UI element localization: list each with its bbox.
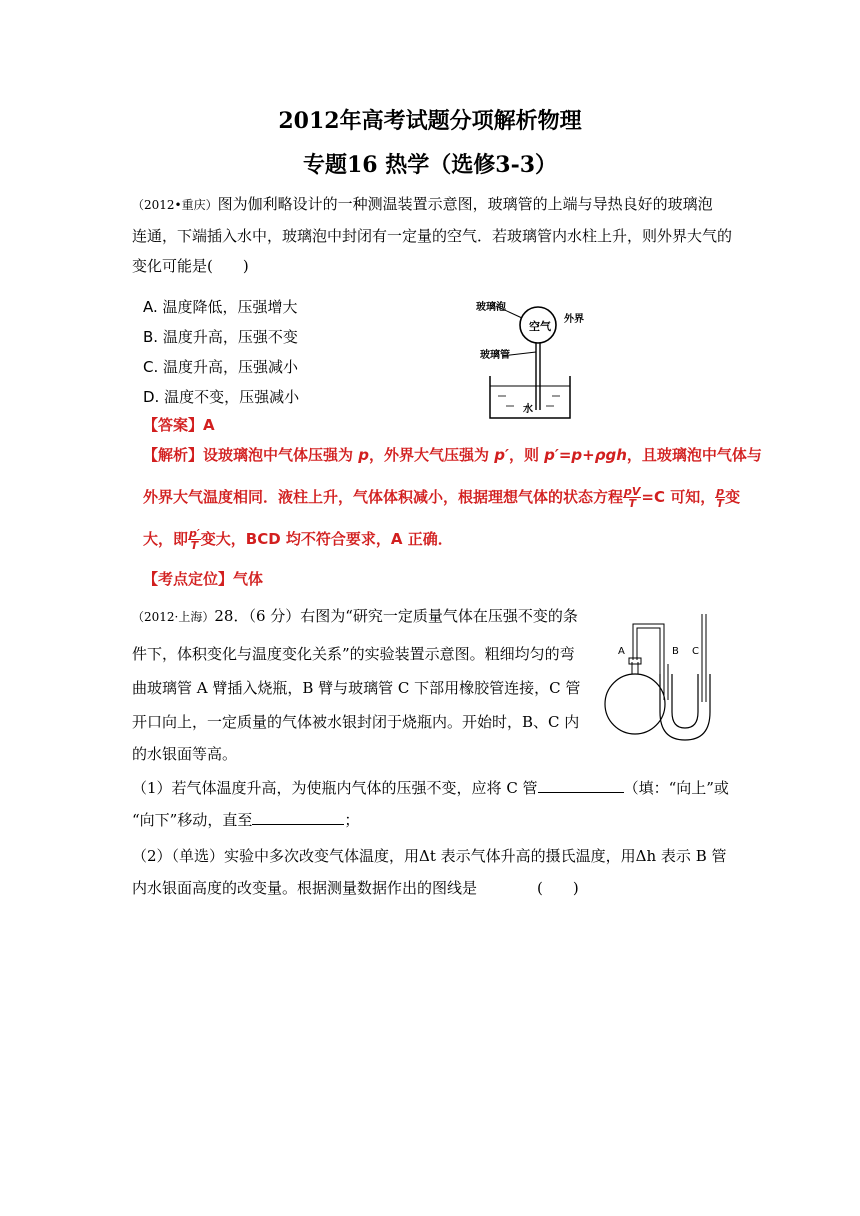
analysis-text: 设玻璃泡中气体压强为 xyxy=(203,446,359,464)
q1-text-1: 图为伽利略设计的一种测温装置示意图，玻璃管的上端与导热良好的玻璃泡 xyxy=(217,195,713,213)
page-title: 2012年高考试题分项解析物理 xyxy=(278,108,582,134)
analysis-text: 大，即 xyxy=(143,530,189,548)
q1-option-d: D. 温度不变，压强减小 xyxy=(143,388,300,406)
analysis-line3 xyxy=(143,528,763,551)
q2-sub1-text: （填：“向上”或 xyxy=(623,779,729,797)
q2-stem-line4: 开口向上，一定质量的气体被水银封闭于烧瓶内。开始时，B、C 内 xyxy=(132,713,580,731)
air-label: 空气 xyxy=(529,320,551,333)
q2-sub1-line1 xyxy=(132,772,752,804)
q1-option-a: A. 温度降低，压强增大 xyxy=(143,298,298,316)
water-label: 水 xyxy=(523,404,533,415)
q1-stem-line2: 连通，下端插入水中，玻璃泡中封闭有一定量的空气．若玻璃管内水柱上升，则外界大气的 xyxy=(132,227,733,245)
analysis-line1 xyxy=(143,444,763,465)
topic-tag: 【考点定位】 xyxy=(143,570,234,588)
q2-answer-paren: ( ) xyxy=(537,879,579,897)
page-subtitle: 专题16 热学（选修3-3） xyxy=(302,152,558,178)
q2-sub2-line1: （2）（单选）实验中多次改变气体温度，用Δt 表示气体升高的摄氏温度，用Δh 表示 B 管 xyxy=(132,847,727,865)
fraction-p2-t: $\frac{p'}{T}$ xyxy=(189,527,200,552)
outside-label: 外界 xyxy=(564,314,584,325)
q1-stem-line1 xyxy=(132,188,752,221)
q2-stem-line5: 的水银面等高。 xyxy=(132,745,238,763)
analysis-text: 变 xyxy=(725,488,741,506)
q1-option-c: C. 温度升高，压强减小 xyxy=(143,358,299,376)
fill-blank-direction[interactable] xyxy=(538,776,624,793)
rubber-hose-outer xyxy=(672,674,698,728)
analysis-var: p′ xyxy=(494,446,509,464)
q2-sub2-line2 xyxy=(132,872,752,904)
q1-stem-line3: 变化可能是( ) xyxy=(132,257,249,275)
answer-value: A xyxy=(203,416,215,434)
tube-label: 玻璃管 xyxy=(480,350,510,361)
thermometer-figure xyxy=(476,300,596,424)
q2-text-1: 28．（6 分）右图为“研究一定质量气体在压强不变的条 xyxy=(214,607,578,625)
q2-sub1-text: “向下”移动，直至 xyxy=(132,811,253,829)
analysis-text: ，且玻璃泡中气体与 xyxy=(626,446,762,464)
analysis-var: p xyxy=(358,446,369,464)
fraction-pv-t: $\frac{pV}{T}$ xyxy=(624,485,641,510)
label-b: B xyxy=(672,646,679,657)
q2-stem-line3: 曲玻璃管 A 臂插入烧瓶，B 臂与玻璃管 C 下部用橡胶管连接，C 管 xyxy=(132,679,581,697)
analysis-text: 外界大气温度相同．液柱上升，气体体积减小，根据理想气体的状态方程 xyxy=(143,488,624,506)
analysis-text: ，则 xyxy=(508,446,545,464)
answer-line xyxy=(143,414,215,435)
label-a: A xyxy=(618,646,625,657)
flask-stopper xyxy=(629,658,641,664)
fill-blank-until[interactable] xyxy=(252,808,344,825)
arm-a-outer xyxy=(637,628,660,674)
q2-stem-line1 xyxy=(132,600,602,633)
analysis-equation: p′=p+ρgh xyxy=(544,446,627,464)
q2-sub2-text: 内水银面高度的改变量。根据测量数据作出的图线是 xyxy=(132,879,478,897)
q2-stem-line2: 件下，体积变化与温度变化关系”的实验装置示意图。粗细均匀的弯 xyxy=(132,645,575,663)
analysis-text: 变大，BCD 均不符合要求，A 正确． xyxy=(200,530,453,548)
analysis-text: ，外界大气压强为 xyxy=(369,446,495,464)
q2-sub1-line2 xyxy=(132,804,752,836)
analysis-line2 xyxy=(143,486,763,509)
q2-source: （2012·上海） xyxy=(132,610,215,624)
q2-sub1-text: ； xyxy=(344,811,360,829)
analysis-text: =C 可知， xyxy=(641,488,716,506)
q1-source: （2012•重庆） xyxy=(132,198,218,212)
analysis-tag: 【解析】 xyxy=(143,446,204,464)
bulb-label: 玻璃泡 xyxy=(476,302,506,313)
label-c: C xyxy=(692,646,699,657)
flask xyxy=(605,674,665,734)
answer-tag: 【答案】 xyxy=(143,416,204,434)
q1-option-b: B. 温度升高，压强不变 xyxy=(143,328,298,346)
topic-line xyxy=(143,568,263,589)
flask-utube-figure xyxy=(600,614,734,748)
q2-sub1-text: （1）若气体温度升高，为使瓶内气体的压强不变，应将 C 管 xyxy=(132,779,538,797)
fraction-p-t: $\frac{p}{T}$ xyxy=(716,485,725,510)
topic-value: 气体 xyxy=(233,570,264,588)
